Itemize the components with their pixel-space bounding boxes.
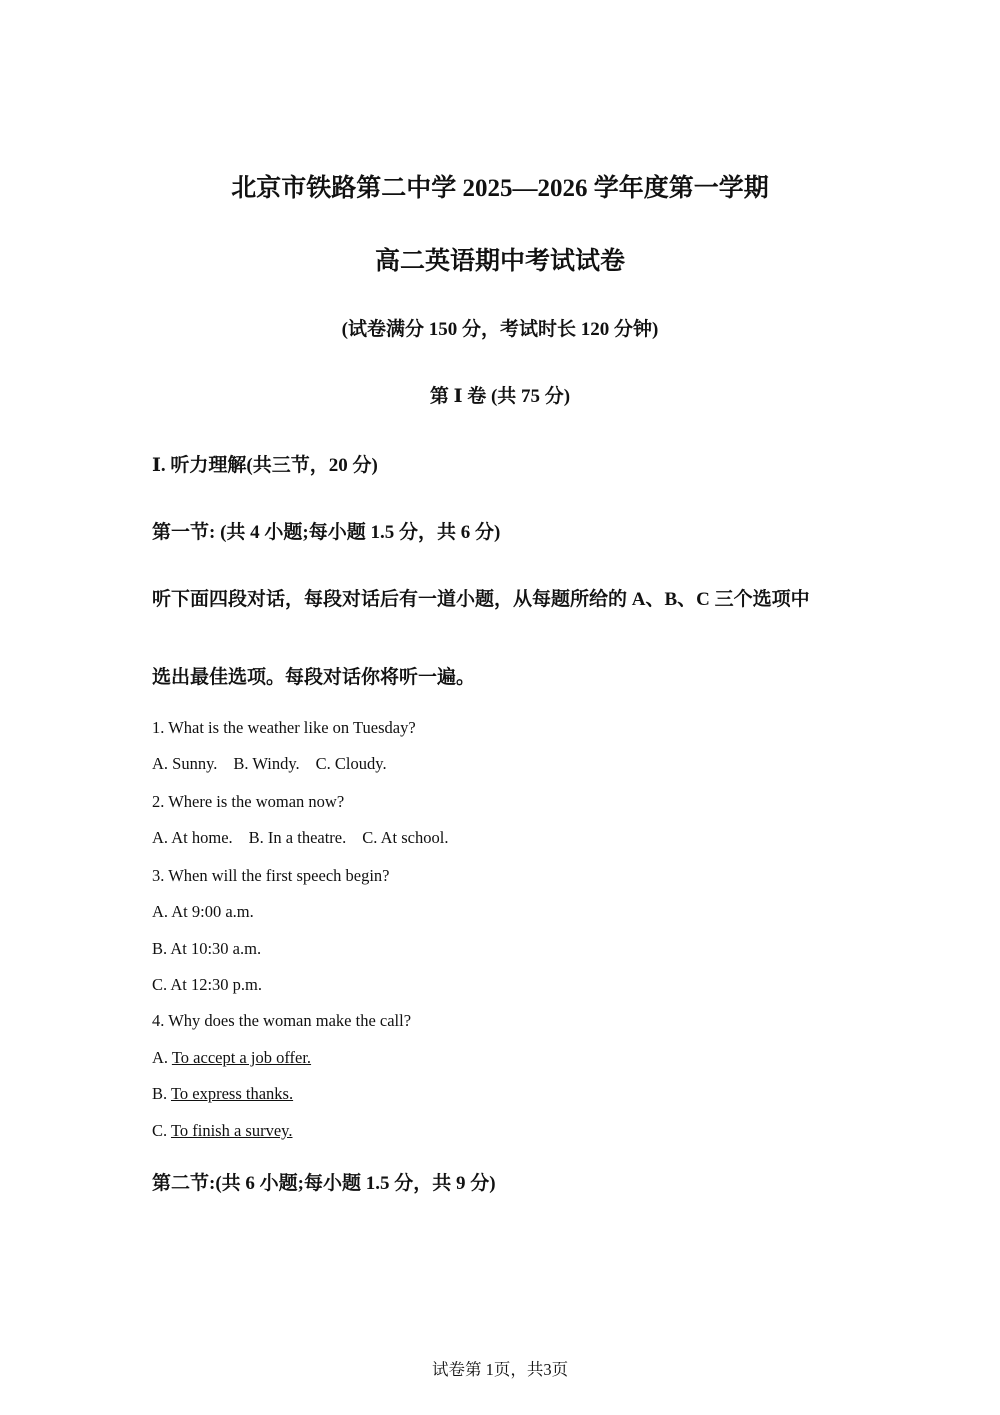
question-2-option-a: A. At home. xyxy=(152,828,233,847)
exam-info: (试卷满分 150 分，考试时长 120 分钟) xyxy=(341,319,659,340)
question-1-stem: 1. What is the weather like on Tuesday? xyxy=(152,718,416,737)
question-3-option-b: B. At 10:30 a.m. xyxy=(152,939,262,958)
volume-label: 第 Ⅰ 卷 (共 75 分) xyxy=(429,386,571,407)
part1-title: Ⅰ. 听力理解(共三节，20 分) xyxy=(152,455,378,476)
question-4-option-b-letter: B. xyxy=(152,1084,168,1103)
section1-title: 第一节: (共 4 小题;每小题 1.5 分，共 6 分) xyxy=(152,522,501,543)
question-3-option-a: A. At 9:00 a.m. xyxy=(152,902,254,921)
question-4-option-c xyxy=(152,1121,292,1141)
question-2-option-b: B. In a theatre. xyxy=(248,828,347,847)
question-3-stem: 3. When will the first speech begin? xyxy=(152,866,390,885)
exam-title-line1: 北京市铁路第二中学 2025—2026 学年度第一学期 xyxy=(231,175,769,202)
question-4-option-a-text: To accept a job offer. xyxy=(171,1048,312,1067)
question-4-option-a xyxy=(152,1048,311,1068)
question-3-option-c: C. At 12:30 p.m. xyxy=(152,975,263,994)
question-4-option-c-letter: C. xyxy=(152,1121,168,1140)
question-1-option-b: B. Windy. xyxy=(233,754,300,773)
question-2-option-c: C. At school. xyxy=(362,828,449,847)
section1-instruction-line2: 选出最佳选项。每段对话你将听一遍。 xyxy=(152,667,476,688)
question-4-option-b xyxy=(152,1084,293,1104)
question-2-options xyxy=(152,828,448,848)
question-2-stem: 2. Where is the woman now? xyxy=(152,792,345,811)
question-4-option-b-text: To express thanks. xyxy=(170,1084,294,1103)
question-4-option-c-text: To finish a survey. xyxy=(170,1121,293,1140)
question-4-option-a-letter: A. xyxy=(152,1048,169,1067)
page-footer: 试卷第 1页，共3页 xyxy=(431,1360,569,1379)
section1-instruction-line1: 听下面四段对话，每段对话后有一道小题，从每题所给的 A、B、C 三个选项中 xyxy=(152,589,810,610)
question-1-option-c: C. Cloudy. xyxy=(315,754,387,773)
question-1-option-a: A. Sunny. xyxy=(152,754,218,773)
question-4-stem: 4. Why does the woman make the call? xyxy=(152,1011,412,1030)
question-1-options xyxy=(152,754,387,774)
section2-title: 第二节:(共 6 小题;每小题 1.5 分，共 9 分) xyxy=(152,1173,496,1194)
exam-title-line2: 高二英语期中考试试卷 xyxy=(374,248,625,275)
